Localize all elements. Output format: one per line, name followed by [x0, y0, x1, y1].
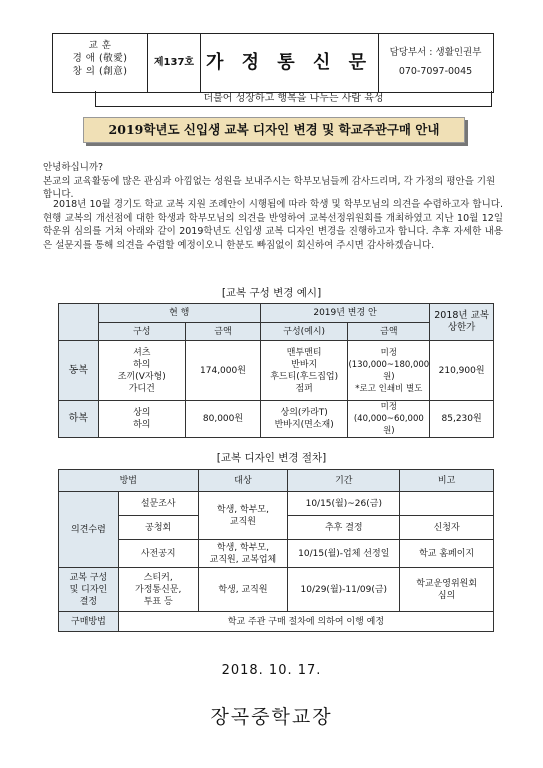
table-corner [59, 304, 99, 341]
body-paragraph: 2018년 10월 경기도 학교 교복 지원 조례안이 시행됨에 따라 학생 및 학부모님의 의견을 수렴하고자 합니다. 현행 교복의 개선점에 대한 학생과 학부모님의 의견을 반영하여 교복선정위원회를 개최하였고 지난 10월 12일 학운위 심의를 거쳐 아래와 같이 2019학년도 신입생 교복 디자인 변경을 진행하고자 합니다. 추후 자세한 내용은 설문지를 통해 의견을 수렴할 예정이오니 한분도 빠짐없이 회신하여 주시면 감사하겠습니다. [43, 199, 503, 251]
procedure-table [58, 469, 494, 632]
cell-price: 80,000원 [186, 401, 261, 438]
cell-price-2019: 미정 (40,000~60,000원) [348, 401, 430, 438]
cell-price-2019: 미정 (130,000~180,000원) *로고 인쇄비 별도 [348, 341, 430, 401]
issue-number: 제137호 [148, 34, 201, 92]
row-label-winter: 동복 [59, 341, 99, 401]
department: 담당부서 : 생활인권부 [389, 47, 482, 58]
row-label-summer: 하복 [59, 401, 99, 438]
purchase-method: 학교 주관 구매 절차에 의하여 이행 예정 [118, 612, 493, 632]
cell-composition-2019: 상의(카라T) 반바지(면소재) [260, 401, 348, 438]
period-hearing: 추후 결정 [288, 516, 400, 540]
newsletter-title: 가 정 통 신 문 [200, 34, 379, 92]
header-composition-example: 구성(예시) [260, 323, 348, 341]
header-note: 비고 [400, 470, 494, 492]
note-decision: 학교운영위원회 심의 [400, 568, 494, 612]
table-row [59, 540, 494, 568]
target-decision: 학생, 교직원 [198, 568, 288, 612]
school-motto [53, 34, 148, 92]
header-price-limit: 2018년 교복 상한가 [430, 304, 494, 341]
method-hearing: 공청회 [118, 516, 198, 540]
note-survey [400, 492, 494, 516]
cell-price-limit: 85,230원 [430, 401, 494, 438]
uniform-composition-table [58, 303, 494, 438]
header-target: 대상 [198, 470, 288, 492]
target-notice: 학생, 학부모, 교직원, 교복업체 [198, 540, 288, 568]
period-decision: 10/29(월)-11/09(금) [288, 568, 400, 612]
masthead [52, 33, 494, 93]
cell-price-limit: 210,900원 [430, 341, 494, 401]
headline: 2019학년도 신입생 교복 디자인 변경 및 학교주관구매 안내 [83, 117, 465, 143]
cell-composition: 상의 하의 [98, 401, 186, 438]
period-notice: 10/15(월)-업체 선정일 [288, 540, 400, 568]
header-period: 기간 [288, 470, 400, 492]
method-notice: 사전공지 [118, 540, 198, 568]
header-price-2019: 금액 [348, 323, 430, 341]
header-method: 방법 [59, 470, 199, 492]
group-decision: 교복 구성 및 디자인 결정 [59, 568, 119, 612]
method-decision: 스티커, 가정통신문, 투표 등 [118, 568, 198, 612]
cell-composition: 셔츠 하의 조끼(V자형) 가디건 [98, 341, 186, 401]
motto-line-1: 경 애 (敬愛) [72, 53, 128, 64]
method-survey: 설문조사 [118, 492, 198, 516]
school-slogan: 더불어 성장하고 행복을 나누는 사람 육성 [95, 91, 492, 107]
header-price: 금액 [186, 323, 261, 341]
contact-info [378, 34, 493, 92]
greeting-paragraph: 안녕하십니까? 본교의 교육활동에 많은 관심과 아낌없는 성원을 보내주시는 학부모님들께 감사드리며, 각 가정의 평안을 기원합니다. [43, 162, 496, 200]
cell-composition-2019: 맨투맨티 반바지 후드티(후드집업) 점퍼 [260, 341, 348, 401]
uniform-table-title: [교복 구성 변경 예시] [221, 287, 322, 299]
period-survey: 10/15(월)~26(금) [288, 492, 400, 516]
table-row [59, 568, 494, 612]
header-composition: 구성 [98, 323, 186, 341]
table-row [59, 492, 494, 516]
motto-line-2: 창 의 (創意) [72, 66, 128, 77]
group-opinion: 의견수렴 [59, 492, 119, 568]
table-row [59, 341, 494, 401]
target-survey: 학생, 학부모, 교직원 [198, 492, 288, 540]
principal-signature: 장곡중학교장 [210, 706, 333, 728]
table-row [59, 401, 494, 438]
motto-heading: 교 훈 [88, 40, 112, 51]
issue-date: 2018. 10. 17. [221, 663, 322, 678]
label-purchase: 구매방법 [59, 612, 119, 632]
note-notice: 학교 홈페이지 [400, 540, 494, 568]
phone-number: 070-7097-0045 [398, 66, 473, 77]
cell-price: 174,000원 [186, 341, 261, 401]
header-current: 현 행 [98, 304, 260, 323]
header-2019-plan: 2019년 변경 안 [260, 304, 429, 323]
procedure-table-title: [교복 디자인 변경 절차] [216, 452, 327, 464]
table-row [59, 612, 494, 632]
note-hearing: 신청자 [400, 516, 494, 540]
